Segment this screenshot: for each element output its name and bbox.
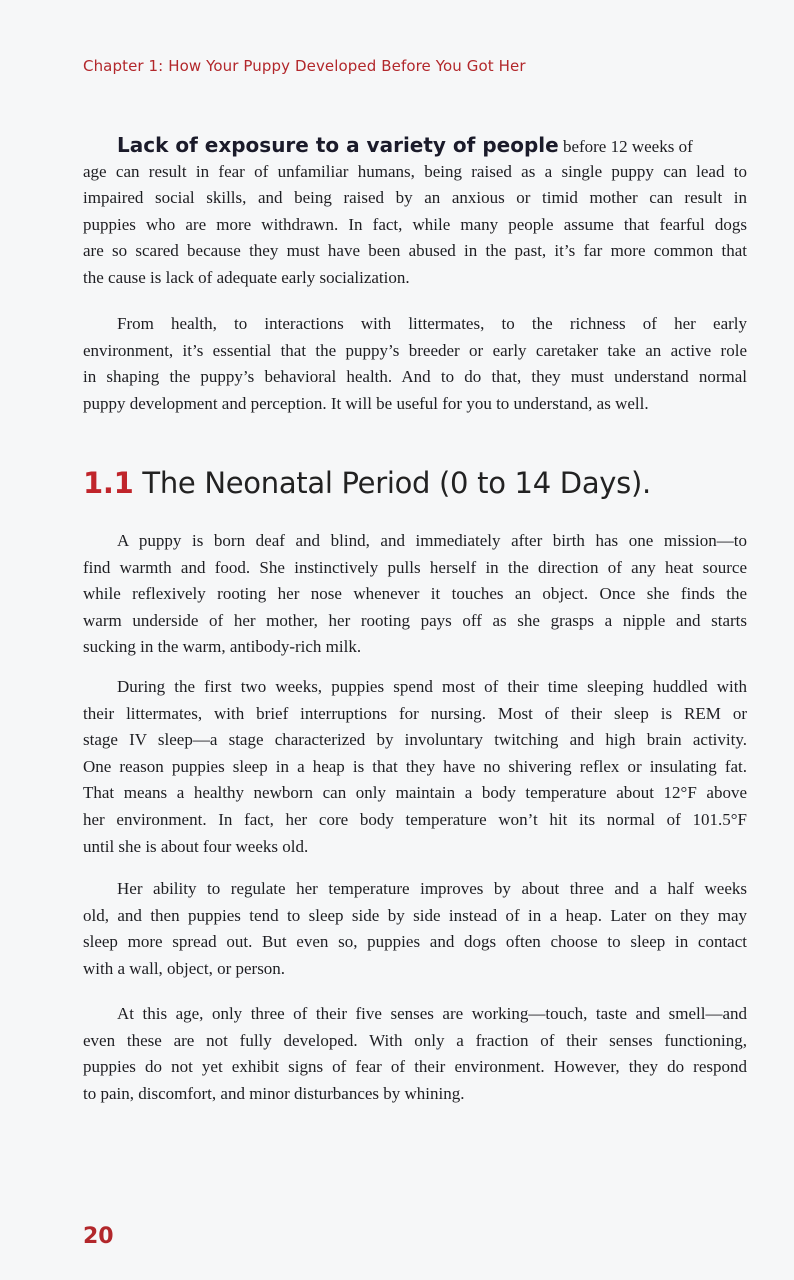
paragraph-line: At this age, only three of their five senses are working—touch, taste and smell—and (117, 1004, 747, 1023)
paragraph-line: impaired social skills, and being raised by an anxious or timid mother can result in (83, 188, 747, 208)
paragraph-line: sleep more spread out. But even so, puppies and dogs often choose to sleep in contact (83, 932, 747, 952)
paragraph-line: her environment. In fact, her core body temperature won’t hit its normal of 101.5°F (83, 809, 747, 829)
section-paragraph-2 (83, 674, 747, 860)
lead-in-phrase: Lack of exposure to a variety of people (117, 133, 559, 157)
paragraph-line: stage IV sleep—a stage characterized by involuntary twitching and high brain activity. (83, 730, 747, 750)
paragraph-line: are so scared because they must have been abused in the past, it’s far more common that (83, 241, 747, 261)
paragraph-line: One reason puppies sleep in a heap is that they have no shivering reflex or insulating fat. (83, 756, 747, 776)
section-number: 1.1 (83, 466, 134, 500)
paragraph-line: the cause is lack of adequate early socialization. (83, 267, 410, 287)
paragraph-line: to pain, discomfort, and minor disturbances by whining. (83, 1083, 465, 1103)
paragraph-line: sucking in the warm, antibody-rich milk. (83, 637, 362, 657)
paragraph-line: age can result in fear of unfamiliar humans, being raised as a single puppy can lead to (83, 161, 747, 181)
section-paragraph-3 (83, 876, 747, 982)
paragraph-line: in shaping the puppy’s behavioral health. And to do that, they must understand normal (83, 367, 747, 387)
paragraph-line: A puppy is born deaf and blind, and immediately after birth has one mission—to (117, 531, 747, 550)
page-number: 20 (83, 1224, 114, 1249)
section-paragraph-1 (83, 528, 747, 661)
paragraph-2 (83, 311, 747, 417)
paragraph-line: even these are not fully developed. With only a fraction of their senses functioning, (83, 1030, 747, 1050)
paragraph-line: while reflexively rooting her nose whenever it touches an object. Once she finds the (83, 584, 747, 604)
paragraph-line: puppy development and perception. It will be useful for you to understand, as well. (83, 393, 649, 413)
paragraph-1 (83, 132, 747, 292)
paragraph-line: From health, to interactions with littermates, to the richness of her early (117, 314, 747, 333)
paragraph-line: their littermates, with brief interruptions for nursing. Most of their sleep is REM or (83, 703, 747, 723)
paragraph-line (83, 132, 747, 159)
running-head: Chapter 1: How Your Puppy Developed Before You Got Her (83, 57, 526, 75)
paragraph-line: Her ability to regulate her temperature improves by about three and a half weeks (117, 879, 747, 898)
section-paragraph-4 (83, 1001, 747, 1107)
paragraph-line: old, and then puppies tend to sleep side by side instead of in a heap. Later on they may (83, 905, 747, 925)
paragraph-line: puppies who are more withdrawn. In fact, while many people assume that fearful dogs (83, 214, 747, 234)
section-heading (83, 466, 651, 500)
paragraph-line: until she is about four weeks old. (83, 836, 309, 856)
paragraph-line: During the first two weeks, puppies spend most of their time sleeping huddled with (117, 677, 747, 696)
paragraph-line: environment, it’s essential that the puppy’s breeder or early caretaker take an active role (83, 340, 747, 360)
section-title: The Neonatal Period (0 to 14 Days). (133, 466, 651, 500)
lead-line-text: before 12 weeks of (558, 137, 693, 156)
paragraph-line: find warmth and food. She instinctively pulls herself in the direction of any heat source (83, 557, 747, 577)
paragraph-line: warm underside of her mother, her rooting pays off as she grasps a nipple and starts (83, 610, 747, 630)
paragraph-line: That means a healthy newborn can only maintain a body temperature about 12°F above (83, 783, 747, 803)
paragraph-line: puppies do not yet exhibit signs of fear of their environment. However, they do respond (83, 1057, 747, 1077)
paragraph-line: with a wall, object, or person. (83, 958, 286, 978)
